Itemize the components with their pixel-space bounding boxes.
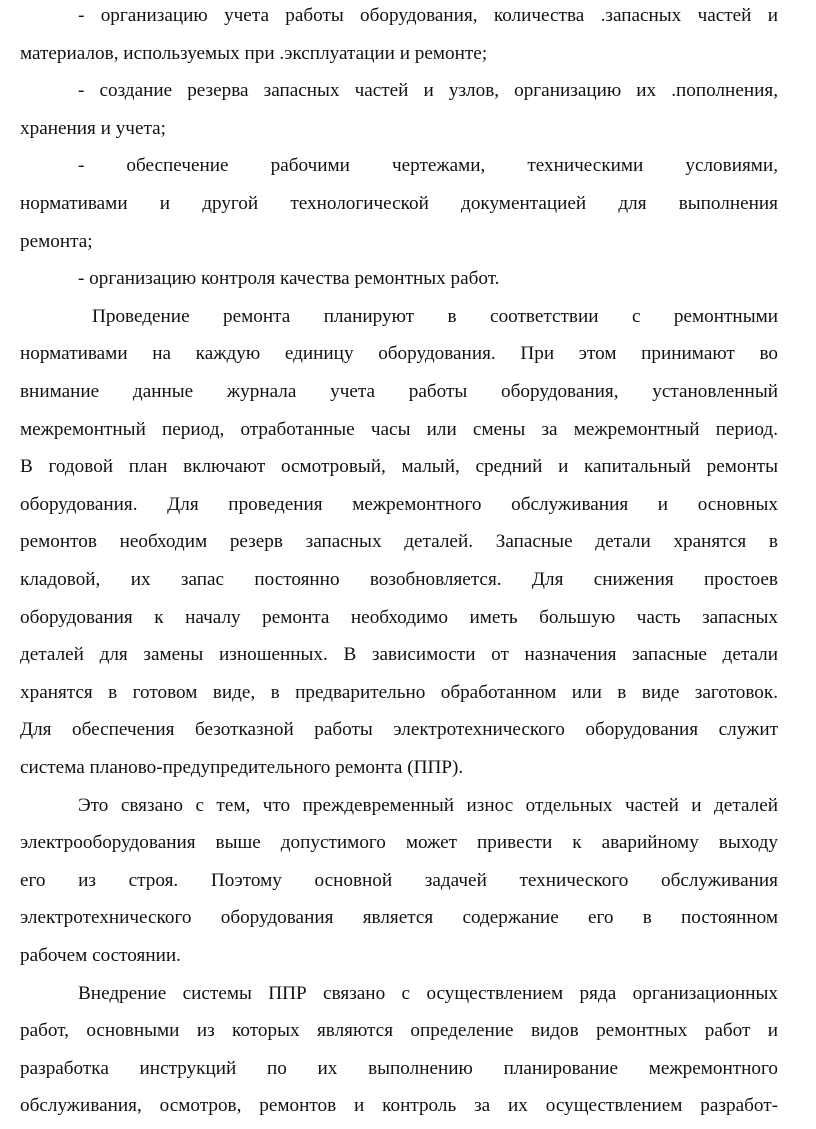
text-line: материалов, используемых при .эксплуатации и ремонте; xyxy=(20,42,488,64)
text-line: ремонта; xyxy=(20,230,93,252)
text-line: оборудования. Для проведения межремонтного обслуживания и основных xyxy=(20,493,778,515)
text-line: электрооборудования выше допустимого может привести к аварийному выходу xyxy=(20,832,778,854)
text-line: его из строя. Поэтому основной задачей технического обслуживания xyxy=(20,869,778,891)
text-line: хранения и учета; xyxy=(20,117,166,139)
text-line: кладовой, их запас постоянно возобновляется. Для снижения простоев xyxy=(20,569,778,590)
text-line: ремонтов необходим резерв запасных деталей. Запасные детали хранятся в xyxy=(20,531,778,553)
text-line: Для обеспечения безотказной работы электротехнического оборудования служит xyxy=(20,719,778,741)
text-line: оборудования к началу ремонта необходимо иметь большую часть запасных xyxy=(20,606,778,628)
text-line: внимание данные журнала учета работы оборудования, установленный xyxy=(20,381,778,402)
text-line: - обеспечение рабочими чертежами, техническими условиями, xyxy=(78,155,778,177)
text-line: Проведение ремонта планируют в соответствии с ремонтными xyxy=(92,305,778,327)
text-line: обслуживания, осмотров, ремонтов и контроль за их осуществлением разработ- xyxy=(20,1095,778,1117)
text-line: нормативами и другой технологической документацией для выполнения xyxy=(20,193,778,214)
document-page xyxy=(20,0,778,1129)
text-line: рабочем состоянии. xyxy=(20,945,181,966)
text-line: - организацию контроля качества ремонтных работ. xyxy=(78,268,500,290)
text-line: - организацию учета работы оборудования, количества .запасных частей и xyxy=(78,5,778,26)
text-line: В годовой план включают осмотровый, малый, средний и капитальный ремонты xyxy=(20,456,778,478)
text-line: хранятся в готовом виде, в предварительно обработанном или в виде заготовок. xyxy=(20,681,778,703)
text-line: деталей для замены изношенных. В зависимости от назначения запасные детали xyxy=(20,644,778,666)
text-line: работ, основными из которых являются определение видов ремонтных работ и xyxy=(20,1020,778,1042)
text-line: межремонтный период, отработанные часы или смены за межремонтный период. xyxy=(20,418,778,440)
text-line: нормативами на каждую единицу оборудования. При этом принимают во xyxy=(20,343,778,365)
text-line: система планово-предупредительного ремонта (ППР). xyxy=(20,757,464,778)
text-line: Внедрение системы ППР связано с осуществлением ряда организационных xyxy=(78,982,778,1004)
text-line: - создание резерва запасных частей и узлов, организацию их .пополнения, xyxy=(78,80,778,102)
text-line: разработка инструкций по их выполнению планирование межремонтного xyxy=(20,1057,778,1079)
text-line: Это связано с тем, что преждевременный износ отдельных частей и деталей xyxy=(78,794,778,816)
text-line: электротехнического оборудования является содержание его в постоянном xyxy=(20,907,778,929)
